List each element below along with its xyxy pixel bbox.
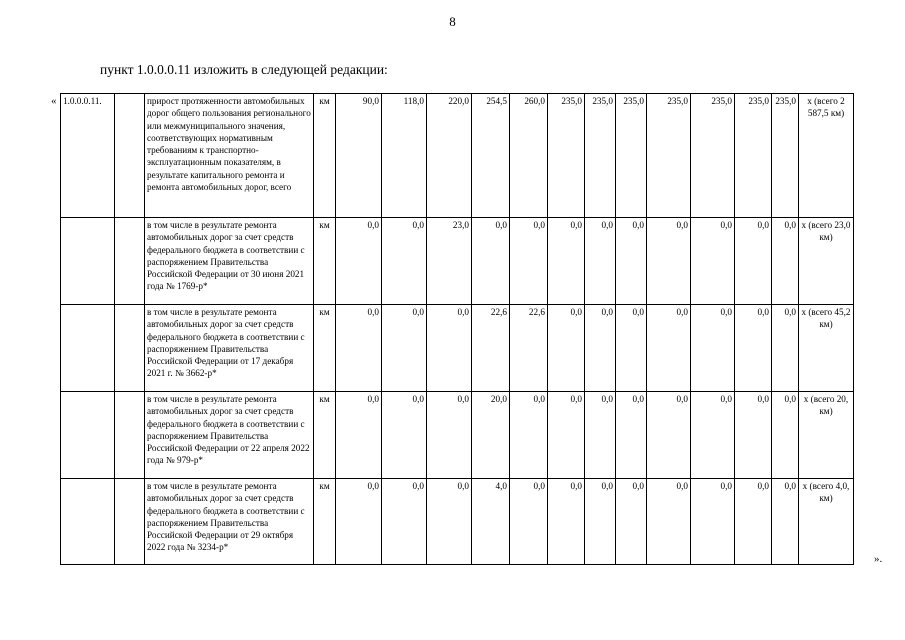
empty-cell (115, 218, 145, 305)
year-value-cell: 0,0 (336, 479, 382, 565)
year-value-cell: 235,0 (616, 94, 647, 218)
year-value-cell: 235,0 (735, 94, 772, 218)
year-value-cell: 0,0 (647, 392, 691, 479)
year-value-cell: 0,0 (585, 218, 616, 305)
year-value-cell: 0,0 (336, 218, 382, 305)
year-value-cell: 0,0 (510, 218, 548, 305)
year-value-cell: 0,0 (691, 392, 735, 479)
year-value-cell: 235,0 (772, 94, 799, 218)
year-value-cell: 220,0 (427, 94, 472, 218)
year-value-cell: 0,0 (772, 479, 799, 565)
page-number: 8 (449, 14, 456, 29)
table-row (61, 305, 854, 392)
empty-cell (115, 392, 145, 479)
year-value-cell: 235,0 (585, 94, 616, 218)
empty-cell (115, 305, 145, 392)
year-value-cell: 0,0 (691, 305, 735, 392)
year-value-cell: 0,0 (427, 305, 472, 392)
year-value-cell: 0,0 (735, 392, 772, 479)
year-value-cell: 0,0 (472, 218, 510, 305)
year-value-cell: 118,0 (382, 94, 427, 218)
year-value-cell: 0,0 (616, 392, 647, 479)
row-code-cell: 1.0.0.0.11. (61, 94, 115, 218)
year-value-cell: 0,0 (735, 479, 772, 565)
year-value-cell: 0,0 (382, 479, 427, 565)
year-value-cell: 0,0 (510, 479, 548, 565)
row-code-cell (61, 392, 115, 479)
year-value-cell: 254,5 (472, 94, 510, 218)
year-value-cell: 0,0 (548, 392, 585, 479)
year-value-cell: 0,0 (382, 305, 427, 392)
closing-quote: ». (874, 553, 883, 565)
year-value-cell: 22,6 (472, 305, 510, 392)
year-value-cell: 0,0 (382, 218, 427, 305)
year-value-cell: 0,0 (336, 305, 382, 392)
year-value-cell: 0,0 (647, 479, 691, 565)
indicator-description-cell: прирост протяженности автомобильных дорог общего пользования регионального или межмуниципального значения, соответствующих нормативным требованиям к транспортно-эксплуатационным показателям, в результате капитального ремонта и ремонта автомобильных дорог, всего (145, 94, 314, 218)
table-row (61, 479, 854, 565)
year-value-cell: 0,0 (616, 305, 647, 392)
indicator-table (60, 93, 854, 565)
year-value-cell: 0,0 (772, 305, 799, 392)
year-value-cell: 0,0 (548, 218, 585, 305)
year-value-cell: 0,0 (735, 305, 772, 392)
empty-cell (115, 479, 145, 565)
year-value-cell: 0,0 (585, 479, 616, 565)
unit-cell: км (314, 392, 336, 479)
table-row (61, 94, 854, 218)
indicator-description-cell: в том числе в результате ремонта автомобильных дорог за счет средств федерального бюджета в соответствии с распоряжением Правительства Российской Федерации от 29 октября 2022 года № 3234-р* (145, 479, 314, 565)
year-value-cell: 0,0 (691, 479, 735, 565)
unit-cell: км (314, 94, 336, 218)
year-value-cell: 4,0 (472, 479, 510, 565)
year-value-cell: 0,0 (772, 218, 799, 305)
unit-cell: км (314, 479, 336, 565)
total-cell: х (всего 20, км) (799, 392, 854, 479)
year-value-cell: 0,0 (647, 305, 691, 392)
year-value-cell: 0,0 (616, 479, 647, 565)
indicator-description-cell: в том числе в результате ремонта автомобильных дорог за счет средств федерального бюджета в соответствии с распоряжением Правительства Российской Федерации от 22 апреля 2022 года № 979-р* (145, 392, 314, 479)
total-cell: х (всего 4,0, км) (799, 479, 854, 565)
year-value-cell: 0,0 (772, 392, 799, 479)
year-value-cell: 260,0 (510, 94, 548, 218)
unit-cell: км (314, 305, 336, 392)
row-code-cell (61, 479, 115, 565)
year-value-cell: 20,0 (472, 392, 510, 479)
total-cell: х (всего 45,2 км) (799, 305, 854, 392)
total-cell: х (всего 2 587,5 км) (799, 94, 854, 218)
intro-text: пункт 1.0.0.0.11 изложить в следующей редакции: (100, 62, 388, 77)
year-value-cell: 0,0 (691, 218, 735, 305)
opening-quote: « (51, 95, 57, 107)
indicator-description-cell: в том числе в результате ремонта автомобильных дорог за счет средств федерального бюджета в соответствии с распоряжением Правительства Российской Федерации от 30 июня 2021 года № 1769-р* (145, 218, 314, 305)
year-value-cell: 0,0 (735, 218, 772, 305)
year-value-cell: 23,0 (427, 218, 472, 305)
empty-cell (115, 94, 145, 218)
year-value-cell: 235,0 (691, 94, 735, 218)
year-value-cell: 0,0 (510, 392, 548, 479)
row-code-cell (61, 218, 115, 305)
year-value-cell: 0,0 (585, 392, 616, 479)
table-row (61, 392, 854, 479)
year-value-cell: 22,6 (510, 305, 548, 392)
year-value-cell: 0,0 (548, 305, 585, 392)
year-value-cell: 0,0 (427, 479, 472, 565)
row-code-cell (61, 305, 115, 392)
table-row (61, 218, 854, 305)
year-value-cell: 0,0 (585, 305, 616, 392)
year-value-cell: 0,0 (647, 218, 691, 305)
year-value-cell: 0,0 (427, 392, 472, 479)
year-value-cell: 235,0 (548, 94, 585, 218)
total-cell: х (всего 23,0 км) (799, 218, 854, 305)
indicator-description-cell: в том числе в результате ремонта автомобильных дорог за счет средств федерального бюджета в соответствии с распоряжением Правительства Российской Федерации от 17 декабря 2021 г. № 3662-р* (145, 305, 314, 392)
year-value-cell: 0,0 (336, 392, 382, 479)
unit-cell: км (314, 218, 336, 305)
year-value-cell: 0,0 (548, 479, 585, 565)
year-value-cell: 0,0 (616, 218, 647, 305)
year-value-cell: 90,0 (336, 94, 382, 218)
year-value-cell: 235,0 (647, 94, 691, 218)
year-value-cell: 0,0 (382, 392, 427, 479)
